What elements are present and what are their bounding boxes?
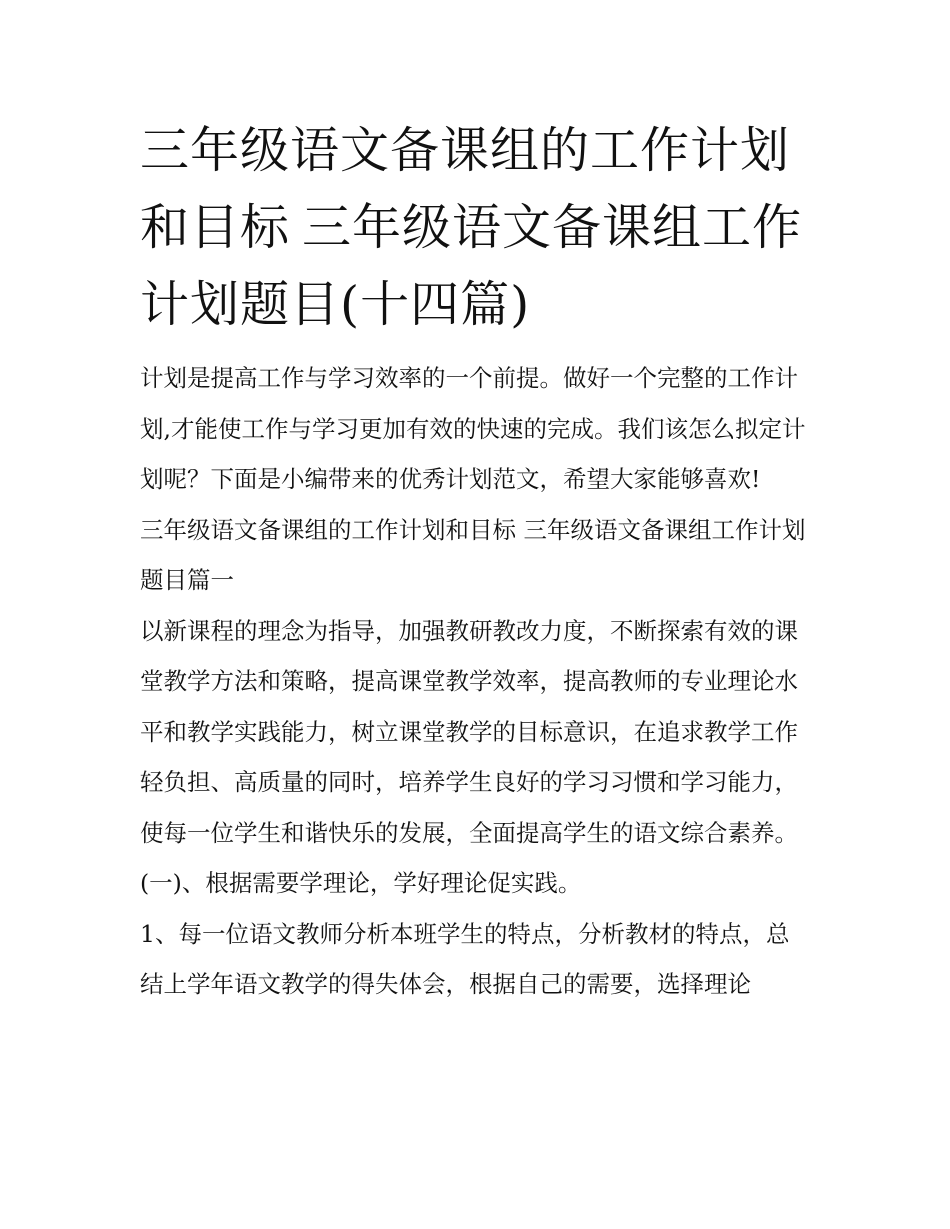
- subheading-1: (一)、根据需要学理论，学好理论促实践。: [140, 869, 582, 897]
- title-part-2: 三年级语文备课组工作计划题目(十四篇): [140, 199, 803, 333]
- document-title: [140, 112, 812, 343]
- document-body: [140, 353, 812, 1010]
- section-heading: 三年级语文备课组的工作计划和目标 三年级语文备课组工作计划题目篇一: [140, 515, 806, 594]
- intro-paragraph: 计划是提高工作与学习效率的一个前提。做好一个完整的工作计划,才能使工作与学习更加有效的快速的完成。我们该怎么拟定计划呢？下面是小编带来的优秀计划范文，希望大家能够喜欢!: [140, 364, 806, 493]
- document-page: [140, 112, 812, 1010]
- title-part-1: 三年级语文备课组的工作计划和目标: [140, 122, 791, 256]
- list-item-1: 1、每一位语文教师分析本班学生的特点，分析教材的特点，总结上学年语文教学的得失体会，根据自己的需要，选择理论: [140, 919, 790, 998]
- body-paragraph-1: 以新课程的理念为指导，加强教研教改力度，不断探索有效的课堂教学方法和策略，提高课堂教学效率，提高教师的专业理论水平和教学实践能力，树立课堂教学的目标意识，在追求教学工作轻负担、高质量的同时，培养学生良好的学习习惯和学习能力，使每一位学生和谐快乐的发展，全面提高学生的语文综合素养。: [140, 616, 798, 847]
